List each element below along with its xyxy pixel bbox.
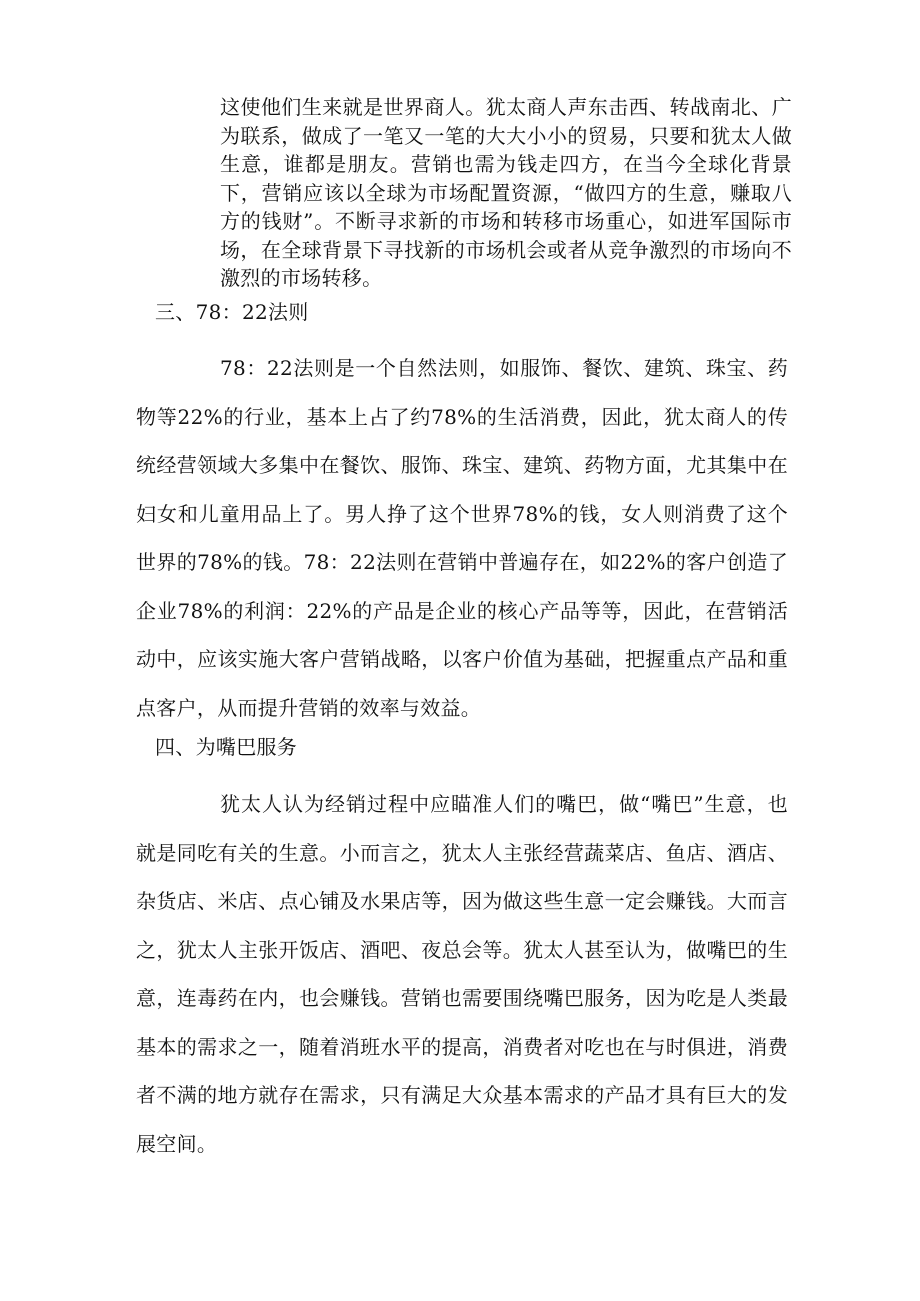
section-3-paragraph: 78：22法则是一个自然法则，如服饰、餐饮、建筑、珠宝、药物等22%的行业，基本上占了约78%的生活消费，因此，犹太商人的传统经营领域大多集中在餐饮、服饰、珠宝、建筑、药物方面，尤其集中在妇女和儿童用品上了。男人挣了这个世界78%的钱，女人则消费了这个世界的78%的钱。78：22法则在营销中普遍存在，如22%的客户创造了企业78%的利润：22%的产品是企业的核心产品等等，因此，在营销活动中，应该实施大客户营销战略，以客户价值为基础，把握重点产品和重点客户，从而提升营销的效率与效益。 xyxy=(136,356,788,720)
section-4-paragraph: 犹太人认为经销过程中应瞄准人们的嘴巴，做“嘴巴”生意，也就是同吃有关的生意。小而言之，犹太人主张经营蔬菜店、鱼店、酒店、杂货店、米店、点心铺及水果店等，因为做这些生意一定会赚钱。大而言之，犹太人主张开饭店、酒吧、夜总会等。犹太人甚至认为，做嘴巴的生意，连毒药在内，也会赚钱。营销也需要围绕嘴巴服务，因为吃是人类最基本的需求之一，随着消班水平的提高，消费者对吃也在与时俱进，消费者不满的地方就存在需求，只有满足大众基本需求的产品才具有巨大的发展空间。 xyxy=(136,792,788,1156)
section-3-heading: 三、78：22法则 xyxy=(155,300,309,324)
section-4-heading: 四、为嘴巴服务 xyxy=(155,735,298,759)
intro-paragraph: 这使他们生来就是世界商人。犹太商人声东击西、转战南北、广为联系，做成了一笔又一笔的大大小小的贸易，只要和犹太人做生意，谁都是朋友。营销也需为钱走四方，在当今全球化背景下，营销应该以全球为市场配置资源，“做四方的生意，赚取八方的钱财”。不断寻求新的市场和转移市场重心，如进军国际市场，在全球背景下寻找新的市场机会或者从竞争激烈的市场向不激烈的市场转移。 xyxy=(220,95,792,290)
